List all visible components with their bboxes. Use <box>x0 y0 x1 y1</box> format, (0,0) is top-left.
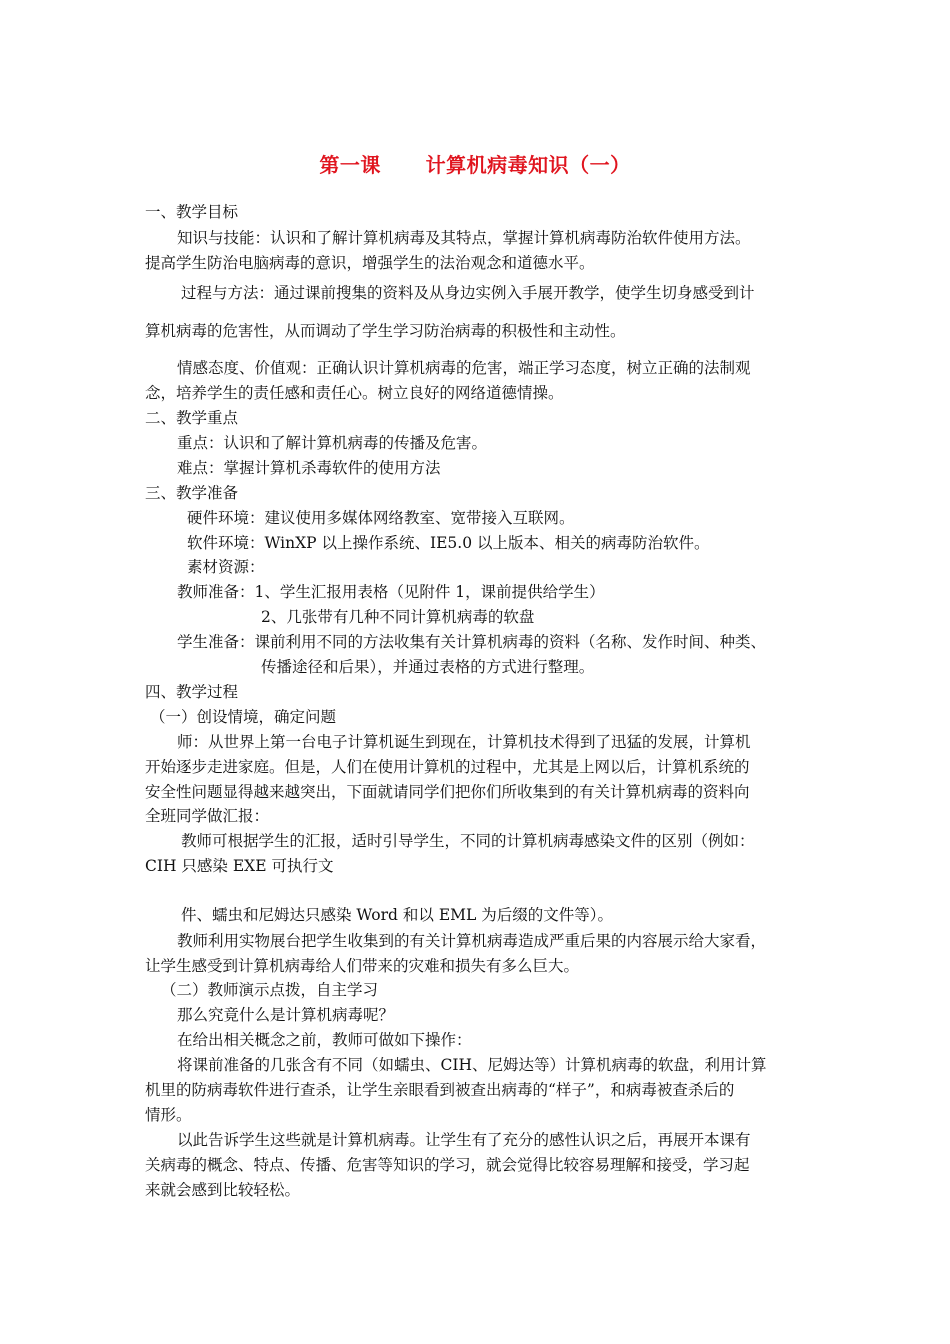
paragraph-line: 来就会感到比较轻松。 <box>145 1181 301 1199</box>
paragraph-line: 机里的防病毒软件进行查杀，让学生亲眼看到被查出病毒的“样子”，和病毒被查杀后的 <box>145 1081 735 1099</box>
paragraph-line: CIH 只感染 EXE 可执行文 <box>145 857 334 875</box>
paragraph-line: 难点：掌握计算机杀毒软件的使用方法 <box>177 459 441 477</box>
paragraph-line: 安全性问题显得越来越突出，下面就请同学们把你们所收集到的有关计算机病毒的资料向 <box>145 783 750 801</box>
paragraph-line: 学生准备：课前利用不同的方法收集有关计算机病毒的资料（名称、发作时间、种类、 <box>177 633 767 651</box>
paragraph-line: 让学生感受到计算机病毒给人们带来的灾难和损失有多么巨大。 <box>145 957 580 975</box>
section-heading: 四、教学过程 <box>145 683 239 701</box>
paragraph-line: 传播途径和后果），并通过表格的方式进行整理。 <box>261 658 595 676</box>
paragraph-line: 全班同学做汇报： <box>145 807 270 825</box>
paragraph-line: 软件环境：WinXP 以上操作系统、IE5.0 以上版本、相关的病毒防治软件。 <box>187 534 710 552</box>
subsection-heading: （一）创设情境，确定问题 <box>150 708 337 726</box>
paragraph-line: 开始逐步走进家庭。但是，人们在使用计算机的过程中，尤其是上网以后，计算机系统的 <box>145 758 750 776</box>
paragraph-line: 情感态度、价值观：正确认识计算机病毒的危害，端正学习态度，树立正确的法制观 <box>177 359 751 377</box>
paragraph-line: 念，培养学生的责任感和责任心。树立良好的网络道德情操。 <box>145 384 564 402</box>
section-heading: 二、教学重点 <box>145 409 239 427</box>
paragraph-line: 情形。 <box>145 1106 192 1124</box>
section-heading: 三、教学准备 <box>145 484 239 502</box>
paragraph-line: 重点：认识和了解计算机病毒的传播及危害。 <box>177 434 488 452</box>
paragraph-line: 教师可根据学生的汇报，适时引导学生，不同的计算机病毒感染文件的区别（例如： <box>181 832 755 850</box>
page-title: 第一课 计算机病毒知识（一） <box>319 153 631 177</box>
paragraph-line: 过程与方法：通过课前搜集的资料及从身边实例入手展开教学，使学生切身感受到计 <box>181 284 755 302</box>
paragraph-line: 算机病毒的危害性，从而调动了学生学习防治病毒的积极性和主动性。 <box>145 322 626 340</box>
paragraph-line: 将课前准备的几张含有不同（如蠕虫、CIH、尼姆达等）计算机病毒的软盘，利用计算 <box>177 1056 767 1074</box>
section-heading: 一、教学目标 <box>145 203 239 221</box>
paragraph-line: 教师准备：1、学生汇报用表格（见附件 1，课前提供给学生） <box>177 583 605 601</box>
paragraph-line: 关病毒的概念、特点、传播、危害等知识的学习，就会觉得比较容易理解和接受，学习起 <box>145 1156 750 1174</box>
paragraph-line: 以此告诉学生这些就是计算机病毒。让学生有了充分的感性认识之后，再展开本课有 <box>177 1131 751 1149</box>
paragraph-line: 知识与技能：认识和了解计算机病毒及其特点，掌握计算机病毒防治软件使用方法。 <box>177 229 751 247</box>
paragraph-line: 2、几张带有几种不同计算机病毒的软盘 <box>261 608 535 626</box>
subsection-heading: （二）教师演示点拨，自主学习 <box>161 981 379 999</box>
paragraph-line: 师：从世界上第一台电子计算机诞生到现在，计算机技术得到了迅猛的发展，计算机 <box>177 733 751 751</box>
paragraph-line: 硬件环境：建议使用多媒体网络教室、宽带接入互联网。 <box>187 509 575 527</box>
paragraph-line: 教师利用实物展台把学生收集到的有关计算机病毒造成严重后果的内容展示给大家看， <box>177 932 767 950</box>
paragraph-line: 提高学生防治电脑病毒的意识，增强学生的法治观念和道德水平。 <box>145 254 595 272</box>
paragraph-line: 件、蠕虫和尼姆达只感染 Word 和以 EML 为后缀的文件等）。 <box>181 906 613 924</box>
paragraph-line: 在给出相关概念之前，教师可做如下操作： <box>177 1031 472 1049</box>
paragraph-line: 素材资源： <box>187 558 265 576</box>
paragraph-line: 那么究竟什么是计算机病毒呢？ <box>177 1006 395 1024</box>
